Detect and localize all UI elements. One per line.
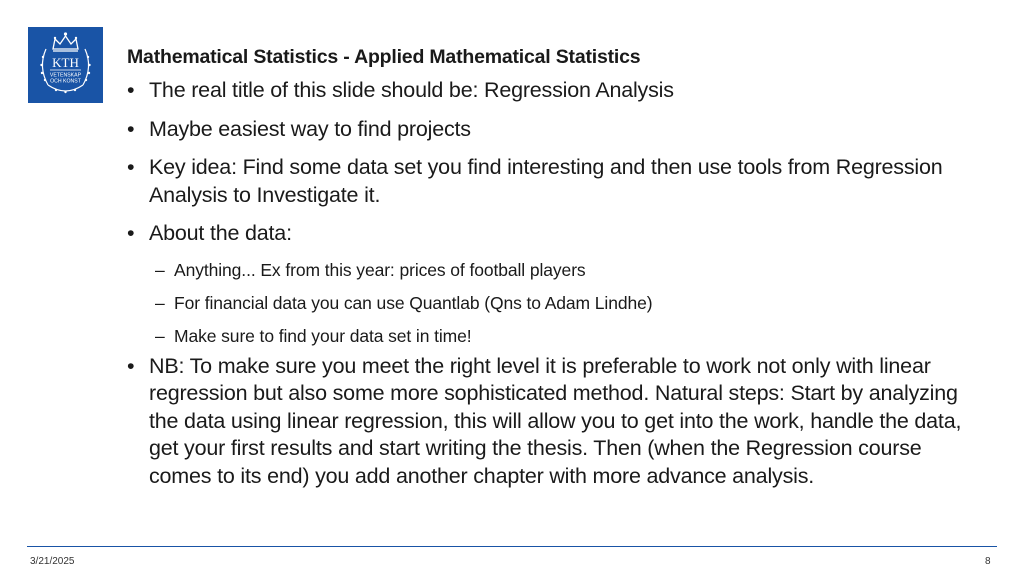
bullet-2-text: Maybe easiest way to find projects: [149, 116, 471, 141]
bullet-2: [127, 116, 977, 144]
sub-bullet-3-text: Make sure to find your data set in time!: [174, 325, 472, 346]
logo-och-konst-text: OCH KONST: [50, 78, 81, 85]
page-number: 8: [985, 556, 991, 567]
bullet-4: [127, 220, 977, 248]
bullet-dot: •: [127, 155, 135, 179]
bullet-5-text: NB: To make sure you meet the right level it is preferable to work not only with linear regression but also some more sophisticated method. Natural steps: Start by analyzing the data using linear regression, this will allow you to get into the work, handle the data, get your first results and start writing the thesis. Then (when the Regression course comes to its end) you add another chapter with more advance analysis.: [149, 353, 962, 488]
sub-bullet-dash: –: [155, 292, 165, 313]
footer-date: 3/21/2025: [30, 556, 75, 567]
slide-title: Mathematical Statistics - Applied Mathematical Statistics: [127, 46, 641, 68]
slide-content: [127, 77, 977, 501]
sub-bullet-2: [127, 292, 977, 314]
sub-bullet-2-text: For financial data you can use Quantlab (Qns to Adam Lindhe): [174, 292, 653, 313]
footer-divider: [27, 546, 997, 547]
bullet-dot: •: [127, 221, 135, 245]
sub-bullet-1: [127, 259, 977, 281]
bullet-1-text: The real title of this slide should be: Regression Analysis: [149, 78, 674, 102]
sub-bullet-1-text: Anything... Ex from this year: prices of football players: [174, 259, 586, 280]
bullet-4-text: About the data:: [149, 221, 292, 245]
bullet-dot: •: [127, 78, 135, 102]
bullet-3: [127, 154, 977, 209]
sub-bullet-dash: –: [155, 259, 165, 280]
bullet-dot: •: [127, 353, 135, 378]
bullet-1: [127, 77, 977, 105]
kth-logo: [28, 27, 103, 103]
bullet-5: [127, 353, 977, 491]
bullet-dot: •: [127, 116, 135, 141]
logo-vetenskap-text: VETENSKAP: [49, 72, 82, 79]
logo-kth-text: KTH: [52, 55, 79, 70]
bullet-3-text: Key idea: Find some data set you find interesting and then use tools from Regression Analysis to Investigate it.: [149, 155, 943, 207]
sub-bullet-dash: –: [155, 325, 165, 346]
kth-crown-icon: [28, 27, 103, 103]
sub-bullet-3: [127, 325, 977, 347]
